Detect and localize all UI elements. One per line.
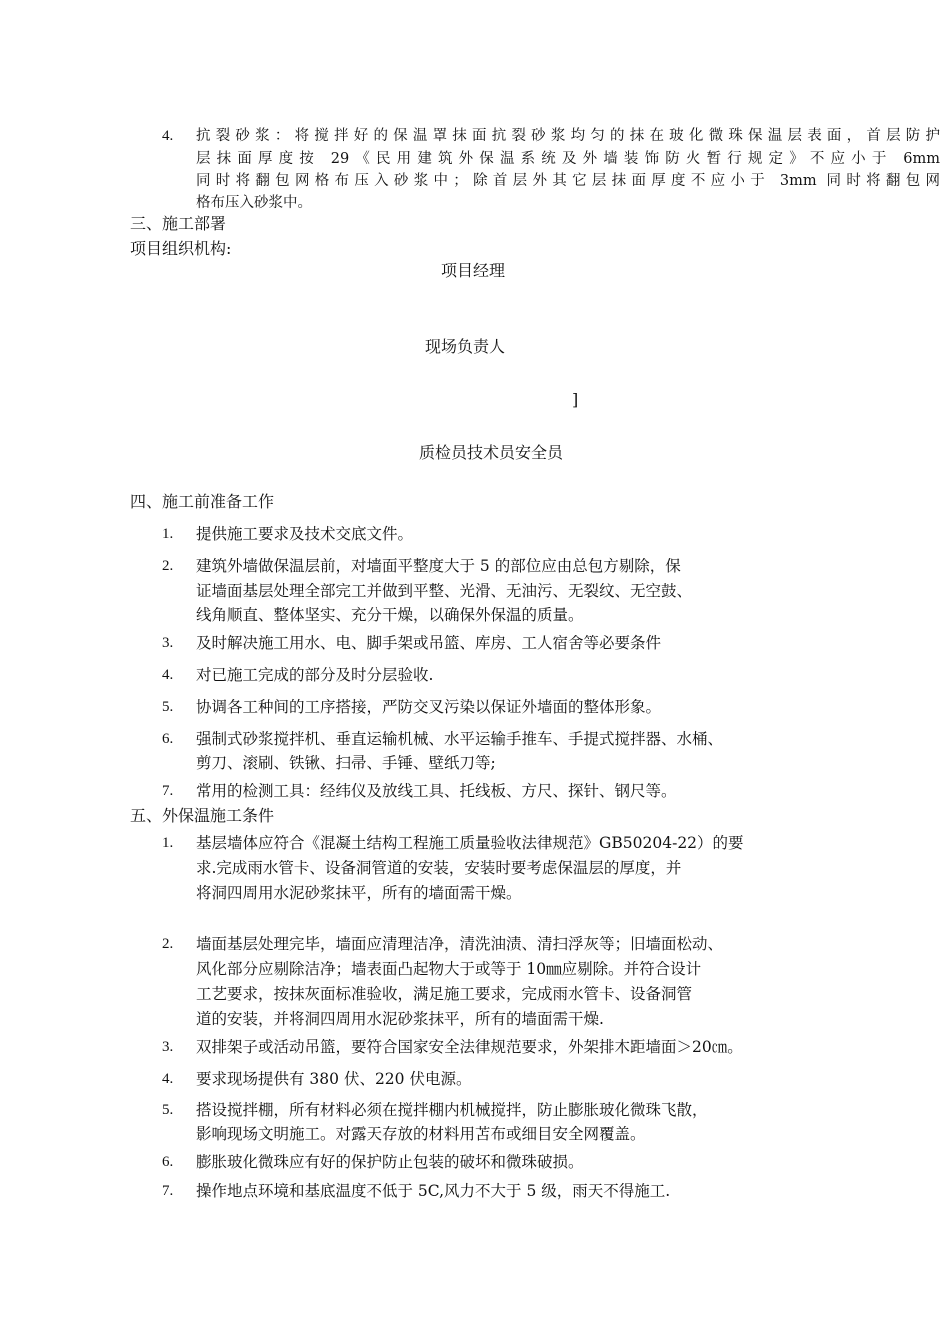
list-number: 2. [162,558,174,574]
list-item: 对已施工完成的部分及时分层验收. [196,666,434,684]
paragraph-line: 同时将翻包网格布压入砂浆中；除首层外其它层抹面厚度不应小于 3mm 同时将翻包网 [196,173,940,189]
list-number: 4. [162,128,174,144]
org-structure-label: 项目组织机构: [130,239,232,258]
list-item: 要求现场提供有 380 伏、220 伏电源。 [196,1070,472,1088]
section-heading: 三、施工部署 [130,214,227,233]
list-item: 膨胀玻化微珠应有好的保护防止包装的破坏和微珠破损。 [196,1153,584,1171]
list-item: 线角顺直、整体坚实、充分干燥，以确保外保温的质量。 [196,606,584,624]
list-number: 7. [162,1183,174,1199]
section-heading: 四、施工前准备工作 [130,492,275,511]
list-number: 6. [162,731,174,747]
list-item: 道的安装，并将洞四周用水泥砂浆抹平，所有的墙面需干燥. [196,1010,604,1028]
list-item: 基层墙体应符合《混凝土结构工程施工质量验收法律规范》GB50204-22）的要 [196,834,744,852]
list-item: 影响现场文明施工。对露天存放的材料用苫布或细目安全网覆盖。 [196,1125,646,1143]
org-chart-staff: 质检员技术员安全员 [419,443,564,462]
list-item: 强制式砂浆搅拌机、垂直运输机械、水平运输手推车、手提式搅拌器、水桶、 [196,730,724,748]
list-item: 风化部分应剔除洁净；墙表面凸起物大于或等于 10㎜应剔除。并符合设计 [196,960,702,978]
list-item: 操作地点环境和基底温度不低于 5C,风力不大于 5 级，雨天不得施工. [196,1182,671,1200]
list-number: 7. [162,783,174,799]
section-heading: 五、外保温施工条件 [130,806,275,825]
paragraph-line: 抗裂砂浆：将搅拌好的保温罩抹面抗裂砂浆均匀的抹在玻化微珠保温层表面，首层防护 [196,128,940,144]
list-number: 3. [162,635,174,651]
org-chart-site-leader: 现场负责人 [425,337,506,356]
list-number: 1. [162,526,174,542]
list-number: 2. [162,936,174,952]
list-number: 3. [162,1039,174,1055]
list-number: 5. [162,699,174,715]
list-item: 建筑外墙做保温层前，对墙面平整度大于 5 的部位应由总包方剔除，保 [196,557,681,575]
list-item: 将洞四周用水泥砂浆抹平，所有的墙面需干燥。 [196,884,522,902]
list-item: 双排架子或活动吊篮，要符合国家安全法律规范要求，外架排木距墙面＞20㎝。 [196,1038,743,1056]
list-item: 剪刀、滚刷、铁锹、扫帚、手锤、壁纸刀等; [196,754,496,772]
list-item: 求.完成雨水管卡、设备洞管道的安装，安装时要考虑保温层的厚度，并 [196,859,682,877]
list-item: 墙面基层处理完毕，墙面应清理洁净，清洗油渍、清扫浮灰等；旧墙面松动、 [196,935,724,953]
list-item: 及时解决施工用水、电、脚手架或吊篮、库房、工人宿舍等必要条件 [196,634,662,652]
list-number: 5. [162,1102,174,1118]
org-chart-stray-mark: ] [572,390,579,409]
paragraph-line: 层抹面厚度按 29《民用建筑外保温系统及外墙装饰防火暂行规定》不应小于 6mm [196,151,940,167]
list-item: 提供施工要求及技术交底文件。 [196,525,414,543]
list-number: 6. [162,1154,174,1170]
list-item: 常用的检测工具：经纬仪及放线工具、托线板、方尺、探针、钢尺等。 [196,782,677,800]
list-item: 工艺要求，按抹灰面标准验收，满足施工要求，完成雨水管卡、设备洞管 [196,985,693,1003]
list-number: 4. [162,667,174,683]
list-number: 1. [162,835,174,851]
list-item: 协调各工种间的工序搭接，严防交叉污染以保证外墙面的整体形象。 [196,698,662,716]
list-item: 证墙面基层处理全部完工并做到平整、光滑、无油污、无裂纹、无空鼓、 [196,582,693,600]
list-number: 4. [162,1071,174,1087]
list-item: 搭设搅拌棚，所有材料必须在搅拌棚内机械搅拌，防止膨胀玻化微珠飞散， [196,1101,708,1119]
paragraph-line: 格布压入砂浆中。 [196,195,312,211]
org-chart-project-manager: 项目经理 [441,261,506,280]
